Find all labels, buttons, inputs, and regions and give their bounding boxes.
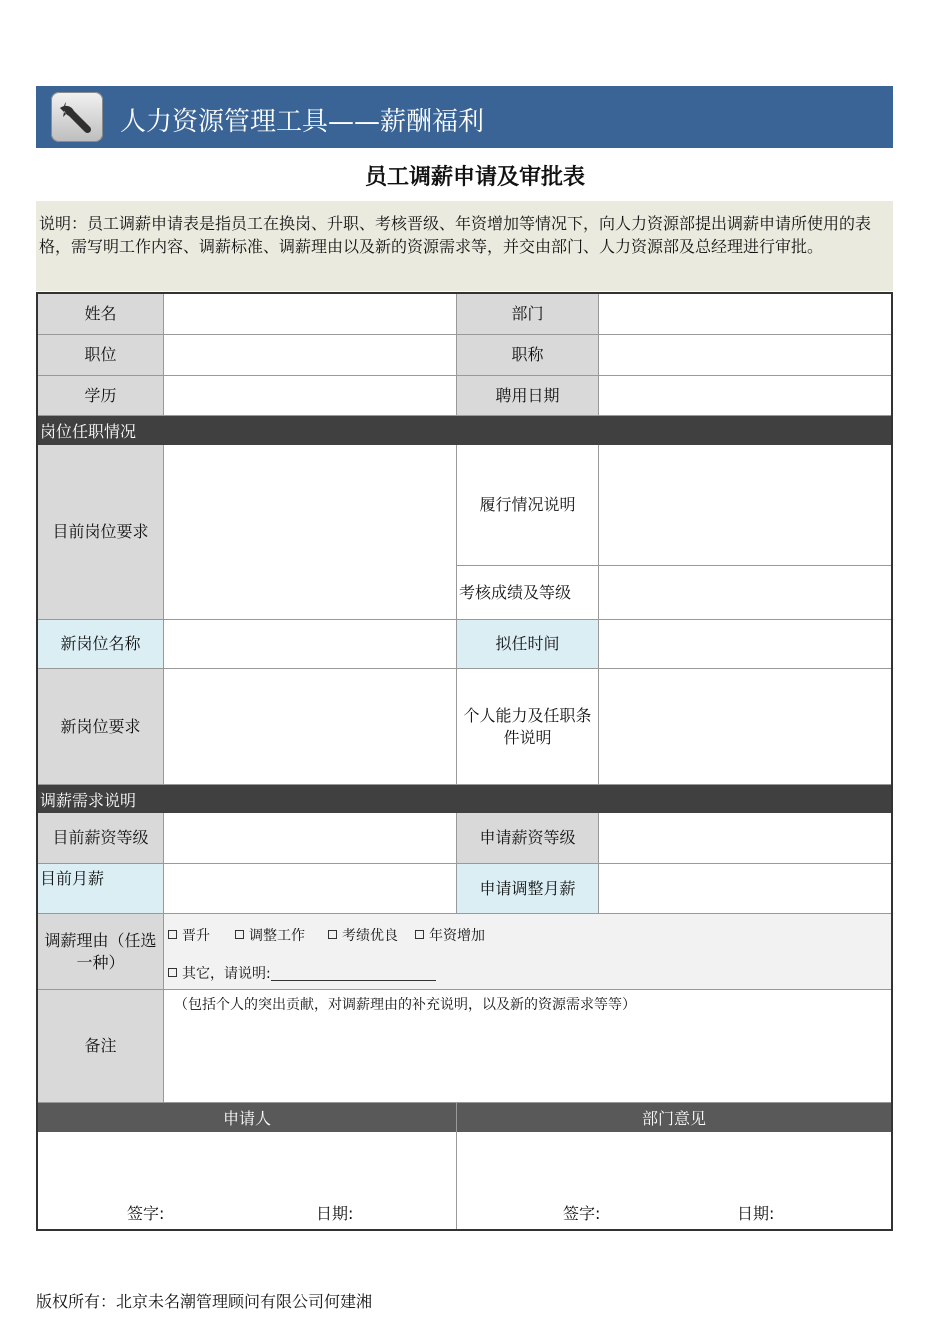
job-section-header: 岗位任职情况: [38, 416, 891, 445]
header-bar: [36, 86, 893, 148]
dept-opinion-header: 部门意见: [457, 1103, 891, 1132]
position-label: 职位: [38, 335, 164, 376]
copyright: 版权所有：北京未名潮管理顾问有限公司何建湘: [36, 1292, 373, 1311]
new-position-label: 新岗位名称: [38, 620, 164, 669]
form-title: 员工调薪申请及审批表: [364, 165, 585, 190]
checkbox-icon[interactable]: [168, 930, 177, 939]
option-seniority[interactable]: 年资增加: [415, 925, 485, 945]
checkbox-icon[interactable]: [328, 930, 337, 939]
new-req-label: 新岗位要求: [38, 669, 164, 785]
option-job-adjust[interactable]: 调整工作: [235, 925, 305, 945]
option-other[interactable]: 其它，请说明:: [168, 963, 436, 983]
current-grade-label: 目前薪资等级: [38, 813, 164, 864]
salary-section-header: 调薪需求说明: [38, 785, 891, 813]
applicant-sign-label: 签字:: [127, 1204, 165, 1223]
checkbox-icon[interactable]: [235, 930, 244, 939]
app-title: 人力资源管理工具——薪酬福利: [120, 107, 485, 137]
current-monthly-label: 目前月薪: [38, 864, 164, 914]
remarks-label: 备注: [38, 990, 164, 1103]
planned-time-field[interactable]: [599, 620, 891, 669]
ability-label: 个人能力及任职条件说明: [457, 669, 599, 785]
name-field[interactable]: [164, 294, 457, 335]
current-req-field[interactable]: [164, 445, 457, 620]
option-good-performance[interactable]: 考绩优良: [328, 925, 398, 945]
checkbox-icon[interactable]: [168, 968, 177, 977]
performance-field[interactable]: [599, 445, 891, 566]
option-promotion[interactable]: 晋升: [168, 925, 210, 945]
current-grade-field[interactable]: [164, 813, 457, 864]
assessment-field[interactable]: [599, 566, 891, 620]
dept-sign-label: 签字:: [563, 1204, 601, 1223]
name-label: 姓名: [38, 294, 164, 335]
dept-date-label: 日期:: [737, 1204, 775, 1223]
requested-grade-label: 申请薪资等级: [457, 813, 599, 864]
title-label: 职称: [457, 335, 599, 376]
dept-label: 部门: [457, 294, 599, 335]
new-req-field[interactable]: [164, 669, 457, 785]
hire-date-label: 聘用日期: [457, 376, 599, 416]
education-field[interactable]: [164, 376, 457, 416]
requested-monthly-field[interactable]: [599, 864, 891, 914]
application-form: [36, 292, 893, 1231]
performance-label: 履行情况说明: [457, 445, 599, 566]
other-reason-input[interactable]: [271, 966, 436, 981]
dept-field[interactable]: [599, 294, 891, 335]
requested-monthly-label: 申请调整月薪: [457, 864, 599, 914]
current-monthly-field[interactable]: [164, 864, 457, 914]
title-field[interactable]: [599, 335, 891, 376]
position-field[interactable]: [164, 335, 457, 376]
hire-date-field[interactable]: [599, 376, 891, 416]
applicant-date-label: 日期:: [316, 1204, 354, 1223]
new-position-field[interactable]: [164, 620, 457, 669]
checkbox-icon[interactable]: [415, 930, 424, 939]
applicant-box[interactable]: [38, 1132, 457, 1229]
remarks-hint: （包括个人的突出贡献，对调薪理由的补充说明，以及新的资源需求等等）: [174, 997, 636, 1013]
ability-field[interactable]: [599, 669, 891, 785]
current-req-label: 目前岗位要求: [38, 445, 164, 620]
planned-time-label: 拟任时间: [457, 620, 599, 669]
education-label: 学历: [38, 376, 164, 416]
wrench-icon: [51, 92, 103, 142]
dept-opinion-box[interactable]: [457, 1132, 891, 1229]
applicant-header: 申请人: [38, 1103, 457, 1132]
assessment-label: 考核成绩及等级: [457, 566, 599, 620]
reason-label: 调薪理由（任选一种）: [38, 914, 164, 990]
requested-grade-field[interactable]: [599, 813, 891, 864]
form-description: 说明：员工调薪申请表是指员工在换岗、升职、考核晋级、年资增加等情况下，向人力资源部提出调薪申请所使用的表格，需写明工作内容、调薪标准、调薪理由以及新的资源需求等，并交由部门、人力资源部及总经理进行审批。: [36, 201, 893, 291]
